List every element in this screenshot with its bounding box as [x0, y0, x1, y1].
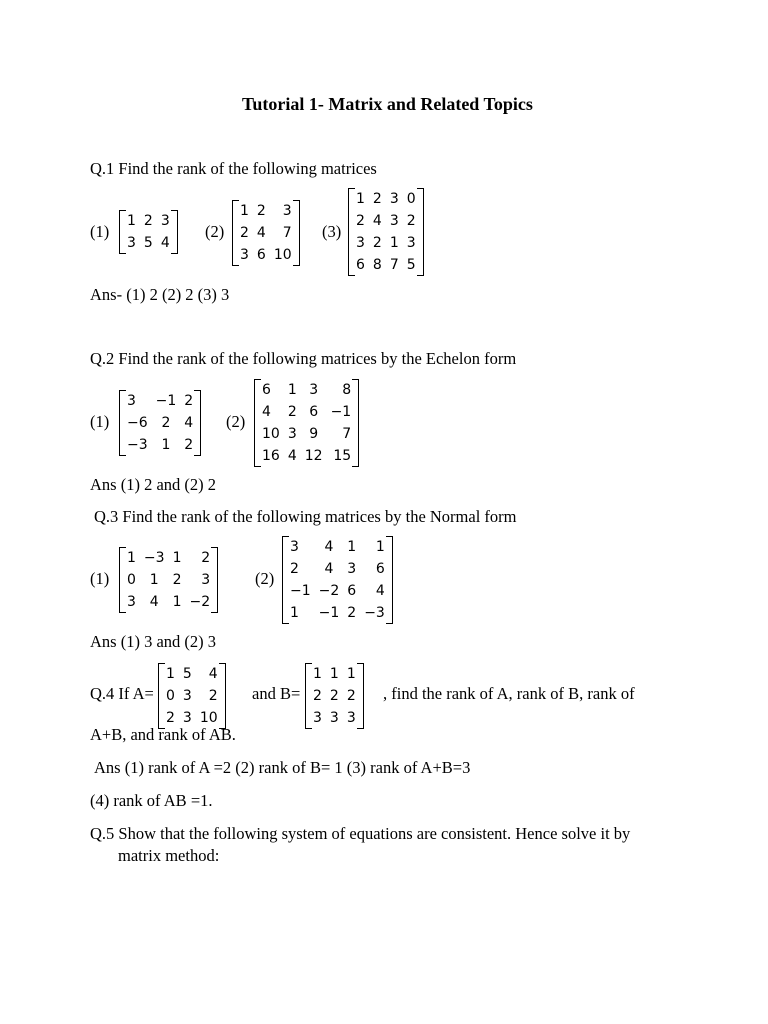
q4-line2: A+B, and rank of AB. [90, 725, 236, 744]
matrix-cell: 3 [282, 203, 292, 219]
matrix-row [312, 663, 357, 685]
matrix-row [261, 401, 352, 423]
matrix-cell: 2 [184, 393, 194, 409]
q1-label-3: (3) [322, 222, 342, 241]
left-bracket [305, 663, 312, 729]
matrix-cell: 2 [201, 550, 211, 566]
matrix-cell: 4 [287, 448, 297, 464]
matrix-cell: 3 [356, 235, 365, 251]
matrix-cell: −2 [189, 594, 211, 610]
matrix-cell: 10 [262, 426, 280, 442]
matrix-cell: 2 [313, 688, 322, 704]
matrix-cell: 2 [346, 688, 356, 704]
matrix-cell: 3 [127, 393, 136, 409]
matrix-row [126, 232, 171, 254]
right-bracket [357, 663, 364, 729]
matrix-cell: 1 [287, 382, 297, 398]
matrix-grid [289, 536, 386, 624]
matrix-cell: 1 [389, 235, 399, 251]
matrix-row [355, 210, 417, 232]
matrix-cell: 6 [256, 247, 266, 263]
matrix-cell: 0 [127, 572, 136, 588]
matrix-cell: 1 [161, 437, 171, 453]
q4-prefix: Q.4 If A= [90, 684, 154, 703]
q5-line-2: matrix method: [118, 846, 220, 865]
matrix-cell: −6 [127, 415, 148, 431]
right-bracket [171, 210, 178, 254]
matrix-grid [126, 547, 211, 613]
matrix-cell: 5 [406, 257, 416, 273]
matrix-cell: 1 [127, 213, 136, 229]
matrix-cell: 6 [356, 257, 365, 273]
q4-answer-1: Ans (1) rank of A =2 (2) rank of B= 1 (3) rank of A+B=3 [94, 758, 471, 777]
q3-label-1: (1) [90, 569, 110, 588]
matrix-cell: 3 [346, 710, 356, 726]
matrix-cell: 4 [324, 561, 334, 577]
matrix-cell: 6 [262, 382, 271, 398]
matrix-cell: 3 [389, 191, 399, 207]
matrix-cell: 7 [389, 257, 399, 273]
q3-question: Q.3 Find the rank of the following matrices by the Normal form [94, 507, 517, 526]
q2-answer: Ans (1) 2 and (2) 2 [90, 475, 217, 494]
matrix-cell: 10 [273, 247, 292, 263]
matrix-grid [239, 200, 293, 266]
matrix-cell: 3 [127, 235, 136, 251]
page-title: Tutorial 1- Matrix and Related Topics [242, 94, 533, 114]
q1-matrix-1 [119, 210, 178, 254]
q4-middle: and B= [252, 684, 301, 703]
matrix-row [126, 547, 211, 569]
left-bracket [119, 390, 126, 456]
matrix-cell: 4 [324, 539, 334, 555]
matrix-cell: 3 [127, 594, 136, 610]
matrix-cell: 1 [240, 203, 249, 219]
matrix-row [312, 685, 357, 707]
matrix-cell: 4 [256, 225, 266, 241]
left-bracket [254, 379, 261, 467]
q4-answer-2: (4) rank of AB =1. [90, 791, 213, 810]
matrix-cell: 4 [262, 404, 271, 420]
matrix-cell: 3 [313, 710, 322, 726]
right-bracket [293, 200, 300, 266]
left-bracket [232, 200, 239, 266]
matrix-cell: −2 [318, 583, 340, 599]
matrix-cell: 2 [240, 225, 249, 241]
matrix-cell: 2 [287, 404, 297, 420]
matrix-row [126, 591, 211, 613]
q2-matrix-1 [119, 390, 201, 456]
q1-label-1: (1) [90, 222, 110, 241]
matrix-cell: 3 [182, 710, 192, 726]
matrix-cell: 2 [161, 415, 171, 431]
matrix-cell: 1 [127, 550, 136, 566]
matrix-row [239, 222, 293, 244]
right-bracket [417, 188, 424, 276]
matrix-row [289, 602, 386, 624]
matrix-cell: 1 [346, 666, 356, 682]
q4-matrix-b [305, 663, 364, 729]
matrix-cell: 2 [372, 235, 382, 251]
matrix-cell: 5 [182, 666, 192, 682]
matrix-cell: 1 [313, 666, 322, 682]
matrix-row [126, 434, 194, 456]
matrix-cell: 2 [256, 203, 266, 219]
matrix-cell: 2 [184, 437, 194, 453]
matrix-cell: −1 [330, 404, 352, 420]
matrix-cell: 2 [143, 213, 153, 229]
matrix-row [355, 254, 417, 276]
matrix-cell: 2 [208, 688, 218, 704]
matrix-grid [261, 379, 352, 467]
matrix-row [355, 188, 417, 210]
q1-question: Q.1 Find the rank of the following matrices [90, 159, 377, 178]
matrix-row [261, 379, 352, 401]
matrix-cell: 4 [160, 235, 170, 251]
matrix-row [126, 412, 194, 434]
matrix-cell: −1 [155, 393, 177, 409]
q3-matrix-2 [282, 536, 393, 624]
q3-label-2: (2) [255, 569, 275, 588]
matrix-cell: 0 [406, 191, 416, 207]
q1-label-2: (2) [205, 222, 225, 241]
matrix-cell: 12 [304, 448, 323, 464]
matrix-cell: 1 [290, 605, 299, 621]
matrix-cell: 6 [347, 583, 357, 599]
q4-suffix: , find the rank of A, rank of B, rank of [383, 684, 635, 703]
matrix-cell: 2 [166, 710, 175, 726]
matrix-cell: 2 [290, 561, 299, 577]
matrix-row [312, 707, 357, 729]
matrix-row [289, 558, 386, 580]
matrix-cell: 2 [172, 572, 182, 588]
matrix-cell: 3 [201, 572, 211, 588]
matrix-cell: 15 [333, 448, 352, 464]
q1-matrix-3 [348, 188, 424, 276]
matrix-row [261, 445, 352, 467]
matrix-cell: 1 [166, 666, 175, 682]
q1-matrix-2 [232, 200, 300, 266]
matrix-cell: −1 [318, 605, 340, 621]
matrix-cell: 1 [329, 666, 339, 682]
matrix-cell: 2 [372, 191, 382, 207]
matrix-row [126, 390, 194, 412]
matrix-cell: −3 [364, 605, 385, 621]
matrix-cell: 1 [347, 539, 357, 555]
matrix-row [165, 663, 219, 685]
matrix-cell: −1 [290, 583, 311, 599]
left-bracket [348, 188, 355, 276]
right-bracket [211, 547, 218, 613]
right-bracket [219, 663, 226, 729]
matrix-cell: 3 [389, 213, 399, 229]
matrix-cell: 3 [160, 213, 170, 229]
matrix-cell: 3 [182, 688, 192, 704]
matrix-cell: 1 [149, 572, 159, 588]
matrix-grid [126, 390, 194, 456]
right-bracket [352, 379, 359, 467]
matrix-cell: 3 [309, 382, 319, 398]
matrix-row [261, 423, 352, 445]
matrix-cell: −3 [143, 550, 165, 566]
left-bracket [282, 536, 289, 624]
q2-label-1: (1) [90, 412, 110, 431]
matrix-row [239, 200, 293, 222]
matrix-cell: 7 [282, 225, 292, 241]
q2-label-2: (2) [226, 412, 246, 431]
matrix-cell: 2 [406, 213, 416, 229]
matrix-cell: 4 [184, 415, 194, 431]
matrix-cell: 7 [342, 426, 352, 442]
matrix-cell: 0 [166, 688, 175, 704]
right-bracket [386, 536, 393, 624]
matrix-cell: 16 [262, 448, 280, 464]
matrix-row [289, 536, 386, 558]
matrix-cell: 8 [372, 257, 382, 273]
matrix-cell: 2 [329, 688, 339, 704]
matrix-cell: 2 [356, 213, 365, 229]
matrix-cell: 1 [172, 550, 182, 566]
matrix-cell: 4 [149, 594, 159, 610]
matrix-cell: 6 [375, 561, 385, 577]
matrix-row [355, 232, 417, 254]
right-bracket [194, 390, 201, 456]
matrix-cell: 3 [406, 235, 416, 251]
matrix-cell: 4 [372, 213, 382, 229]
matrix-cell: 3 [290, 539, 299, 555]
matrix-cell: 2 [347, 605, 357, 621]
matrix-cell: 3 [329, 710, 339, 726]
matrix-row [165, 685, 219, 707]
matrix-row [239, 244, 293, 266]
q1-answer: Ans- (1) 2 (2) 2 (3) 3 [90, 285, 230, 304]
matrix-cell: −3 [127, 437, 148, 453]
q3-answer: Ans (1) 3 and (2) 3 [90, 632, 217, 651]
matrix-cell: 3 [240, 247, 249, 263]
matrix-row [126, 569, 211, 591]
matrix-grid [312, 663, 357, 729]
q2-question: Q.2 Find the rank of the following matrices by the Echelon form [90, 349, 517, 368]
q3-matrix-1 [119, 547, 218, 613]
matrix-grid [165, 663, 219, 729]
matrix-cell: 3 [287, 426, 297, 442]
q5-line-1: Q.5 Show that the following system of equations are consistent. Hence solve it by [90, 824, 631, 843]
matrix-grid [355, 188, 417, 276]
matrix-cell: 4 [208, 666, 218, 682]
left-bracket [119, 547, 126, 613]
matrix-cell: 1 [356, 191, 365, 207]
left-bracket [119, 210, 126, 254]
matrix-grid [126, 210, 171, 254]
matrix-cell: 6 [309, 404, 319, 420]
matrix-cell: 9 [309, 426, 319, 442]
q4-matrix-a [158, 663, 226, 729]
matrix-row [289, 580, 386, 602]
matrix-cell: 1 [172, 594, 182, 610]
matrix-cell: 8 [342, 382, 352, 398]
left-bracket [158, 663, 165, 729]
matrix-row [126, 210, 171, 232]
matrix-cell: 1 [375, 539, 385, 555]
matrix-cell: 5 [143, 235, 153, 251]
matrix-cell: 4 [375, 583, 385, 599]
matrix-cell: 3 [347, 561, 357, 577]
q2-matrix-2 [254, 379, 359, 467]
matrix-cell: 10 [199, 710, 218, 726]
